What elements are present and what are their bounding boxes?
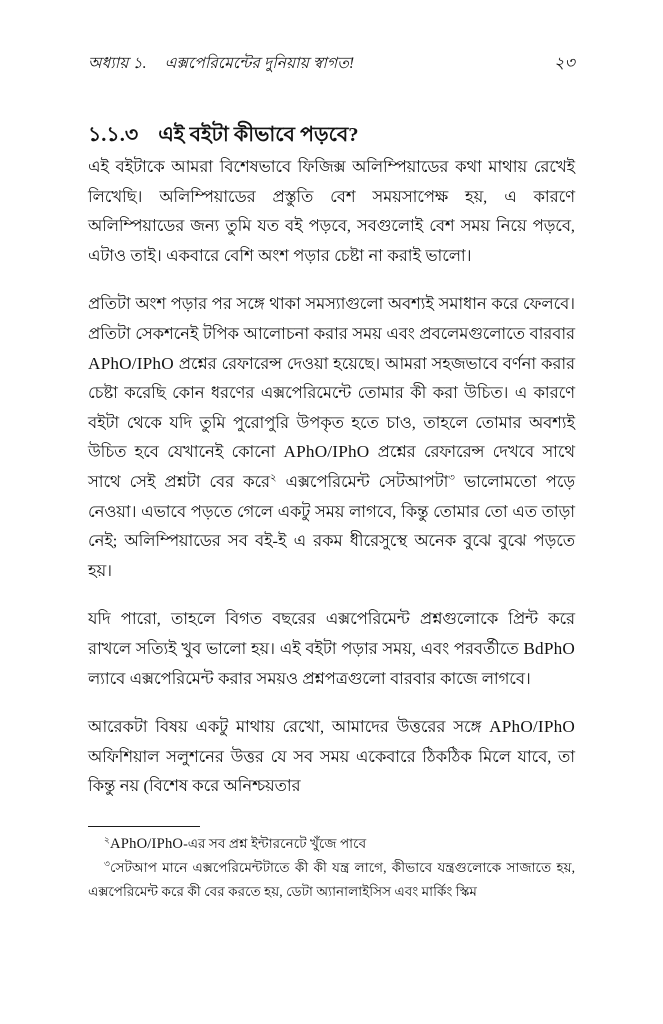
footnote-separator-rule (88, 826, 200, 827)
latin-acronym: APhO/IPhO (110, 836, 184, 852)
page-number: ২৩ (553, 55, 575, 72)
section-heading (88, 123, 575, 148)
body-paragraph: যদি পারো, তাহলে বিগত বছরের এক্সপেরিমেন্ট প্রশ্নগুলোকে প্রিন্ট করে রাখলে সত্যিই খুব ভালো হয়। এই বইটা পড়ার সময়, এবং পরবর্তীতে BdPhO ল্যাবে এক্সপেরিমেন্ট করার সময়ও প্রশ্নপত্রগুলো বারবার কাজে লাগবে। (88, 609, 575, 688)
latin-acronym: BdPhO (523, 638, 575, 658)
body-text-block (88, 152, 575, 801)
running-head-chapter-label: অধ্যায় ১. (88, 55, 147, 72)
section-number: ১.১.৩ (88, 124, 139, 146)
body-paragraph: আরেকটা বিষয় একটু মাথায় রেখো, আমাদের উত্তরের সঙ্গে APhO/IPhO অফিশিয়াল সলুশনের উত্তর যে সব সময় একেবারে ঠিকঠিক মিলে যাবে, তা কিন্তু নয় (বিশেষ করে অনিশ্চয়তার (88, 717, 575, 796)
latin-acronym: APhO/IPhO (88, 353, 174, 373)
running-head-left (88, 51, 354, 77)
footnote-area (88, 826, 575, 904)
running-head (88, 50, 575, 76)
footnote-entry: $^২$APhO/IPhO-এর সব প্রশ্ন ইন্টারনেটে খুঁজে পাবে (104, 834, 367, 852)
footnote-reference-marker[interactable]: ৩ (448, 472, 455, 484)
latin-acronym: APhO/IPhO (489, 717, 575, 737)
footnote-list (88, 832, 575, 904)
footnote-marker: ৩ (104, 858, 111, 869)
footnote-entry: $^৩$সেটআপ মানে এক্সপেরিমেন্টটাতে কী কী যন্ত্র লাগে, কীভাবে যন্ত্রগুলোকে সাজাতে হয়, এক্সপেরিমেন্ট করে কী বের করতে হয়, ডেটা অ্যানালাইসিস এবং মার্কিং স্কিম (88, 858, 575, 899)
footnote-reference-marker[interactable]: ২ (269, 472, 277, 484)
latin-acronym: APhO/IPhO (283, 442, 370, 462)
section-title: এই বইটা কীভাবে পড়বে? (158, 124, 359, 146)
running-head-chapter-title: এক্সপেরিমেন্টের দুনিয়ায় স্বাগত! (164, 55, 355, 72)
footnote-marker: ২ (104, 834, 111, 845)
body-paragraph: প্রতিটা অংশ পড়ার পর সঙ্গে থাকা সমস্যাগুলো অবশ্যই সমাধান করে ফেলবে। প্রতিটা সেকশনেই টপিক আলোচনা করার সময় এবং প্রবলেমগুলোতে বারবার APhO/IPhO প্রশ্নের রেফারেন্স দেওয়া হয়েছে। আমরা সহজভাবে বর্ণনা করার চেষ্টা করেছি কোন ধরণের এক্সপেরিমেন্টে তোমার কী করা উচিত। এ কারণে বইটা থেকে যদি তুমি পুরোপুরি উপকৃত হতে চাও, তাহলে তোমার অবশ্যই উচিত হবে যেখানেই কোনো APhO/IPhO প্রশ্নের রেফারেন্স দেখবে সাথে সাথে সেই প্রশ্নটা বের করে$^২$ এক্সপেরিমেন্ট সেটআপটা$^৩$ ভালোমতো পড়ে নেওয়া। এভাবে পড়তে গেলে একটু সময় লাগবে, কিন্তু তোমার তো এত তাড়া নেই; অলিম্পিয়াডের সব বই-ই এ রকম ধীরেসুস্থে অনেক বুঝে বুঝে পড়তে হয়। (88, 294, 576, 580)
body-paragraph: এই বইটাকে আমরা বিশেষভাবে ফিজিক্স অলিম্পিয়াডের কথা মাথায় রেখেই লিখেছি। অলিম্পিয়াডের প্রস্তুতি বেশ সময়সাপেক্ষ হয়, এ কারণে অলিম্পিয়াডের জন্য তুমি যত বই পড়বে, সবগুলোই বেশ সময় নিয়ে পড়বে, এটাও তাই। একবারে বেশি অংশ পড়ার চেষ্টা না করাই ভালো। (88, 157, 575, 265)
